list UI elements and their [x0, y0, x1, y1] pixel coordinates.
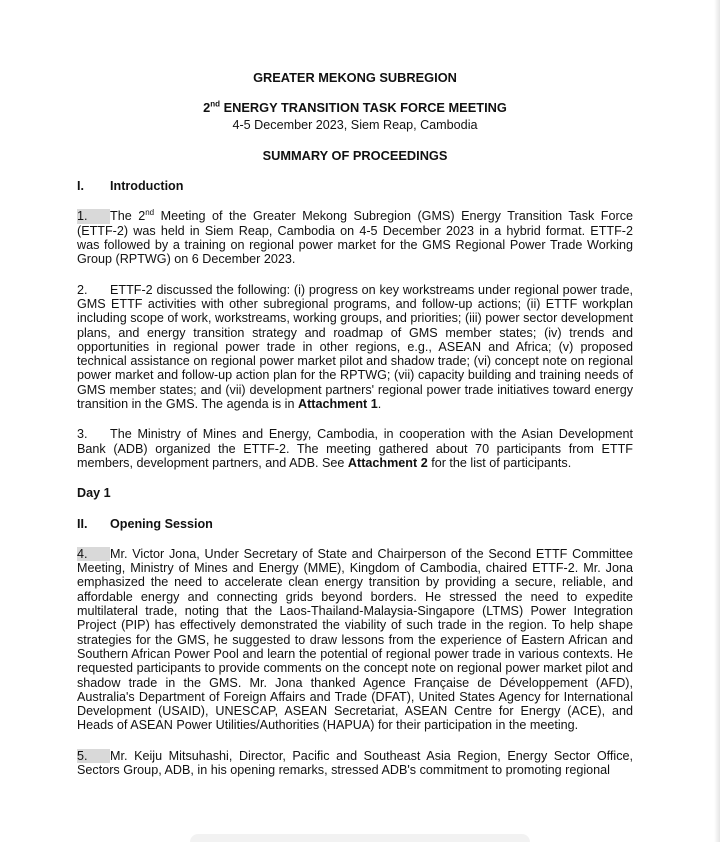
paragraph-4 — [77, 547, 633, 733]
paragraph-number: 2. — [77, 282, 88, 297]
paragraph-3 — [77, 427, 633, 470]
meeting-heading — [77, 101, 633, 115]
meeting-ordinal-sup: nd — [210, 100, 221, 110]
section-number: II. — [77, 516, 88, 531]
paragraph-text: Mr. Victor Jona, Under Secretary of State and Chairperson of the Second ETTF Committee Meeting, Ministry of Mines and Energy (MME), Kingdom of Cambodia, chaired ETTF-2. Mr. Jona emphasized the need to accelerate clean energy transition by providing a secure, reliable, and affordable energy and connecting grids beyond borders. He stressed the need to expedite multilateral trade, noting that the Laos-Thailand-Malaysia-Singapore (LTMS) Power Integration Project (PIP) has effectively demonstrated the viability of such trade in the region. To help shape strategies for the GMS, he suggested to draw lessons from the experience of Eastern African and Southern African Power Pool and learn the potential of regional power trade in various contexts. He requested participants to provide comments on the concept note on regional power market pilot and shadow trade in the GMS. Mr. Jona thanked Agence Française de Développement (AFD), Australia's Department of Foreign Affairs and Trade (DFAT), United States Agency for International Development (USAID), UNESCAP, ASEAN Secretariat, ASEAN Centre for Energy (ACE), and Heads of ASEAN Power Utilities/Authorities (HAPUA) for their participation in the meeting. — [77, 546, 633, 733]
paragraph-number: 1. — [77, 209, 110, 223]
section-heading-introduction — [77, 179, 633, 193]
paragraph-text-cont: Meeting of the Greater Mekong Subregion (GMS) Energy Transition Task Force (ETTF-2) was held in Siem Reap, Cambodia on 4-5 December 2023 in a hybrid format. ETTF-2 was followed by a training on regional power market for the GMS Regional Power Trade Working Group (RPTWG) on 6 December 2023. — [77, 209, 633, 267]
paragraph-number: 3. — [77, 427, 88, 442]
section-number: I. — [77, 179, 84, 194]
paragraph-number: 5. — [77, 749, 110, 763]
paragraph-2 — [77, 283, 633, 412]
section-heading-opening — [77, 517, 633, 531]
section-title: Introduction — [110, 179, 184, 194]
meeting-dateline: 4-5 December 2023, Siem Reap, Cambodia — [232, 117, 478, 132]
paragraph-end: for the list of participants. — [427, 455, 572, 470]
meeting-title: ENERGY TRANSITION TASK FORCE MEETING — [220, 100, 507, 116]
meeting-ordinal: 2 — [203, 100, 211, 116]
paragraph-5 — [77, 749, 633, 778]
page-edge-shadow — [714, 0, 720, 842]
attachment-reference: Attachment 1 — [297, 397, 378, 412]
paragraph-1 — [77, 209, 633, 266]
paragraph-text: The Ministry of Mines and Energy, Cambodia, in cooperation with the Asian Development Bank (ADB) organized the ETTF-2. The meeting gathered about 70 participants from ETTF members, development partners, and ADB. See — [77, 427, 633, 470]
attachment-reference: Attachment 2 — [347, 455, 428, 470]
section-title: Opening Session — [110, 516, 213, 531]
paragraph-number: 4. — [77, 547, 110, 561]
paragraph-text: ETTF-2 discussed the following: (i) progress on key workstreams under regional power trade, GMS ETTF activities with other subregional programs, and follow-up actions; (ii) ETTF workplan including scope of work, workstreams, working groups, and priorities; (iii) power sector development plans, and energy transition strategy and roadmap of GMS member states; (iv) trends and opportunities in regional power trade in other regions, e.g., ASEAN and Africa; (v) proposed technical assistance on regional power market pilot and shadow trade; (vi) concept note on regional power market and follow-up action plan for the RPTWG; (vii) capacity building and training needs of GMS member states; and (vii) development partners' regional power trade initiatives toward energy transition in the GMS. The agenda is in — [77, 282, 633, 412]
document-title: SUMMARY OF PROCEEDINGS — [262, 147, 448, 163]
paragraph-text: Mr. Keiju Mitsuhashi, Director, Pacific and Southeast Asia Region, Energy Sector Office, Sectors Group, ADB, in his opening remarks, stressed ADB's commitment to promoting regional — [77, 748, 633, 777]
day-heading: Day 1 — [77, 486, 111, 501]
bottom-scroll-shadow — [190, 834, 530, 842]
paragraph-end: . — [377, 397, 382, 412]
paragraph-text: The 2 — [110, 209, 146, 224]
org-heading: GREATER MEKONG SUBREGION — [253, 70, 457, 85]
ordinal-sup: nd — [145, 208, 155, 218]
document-body — [77, 71, 633, 777]
